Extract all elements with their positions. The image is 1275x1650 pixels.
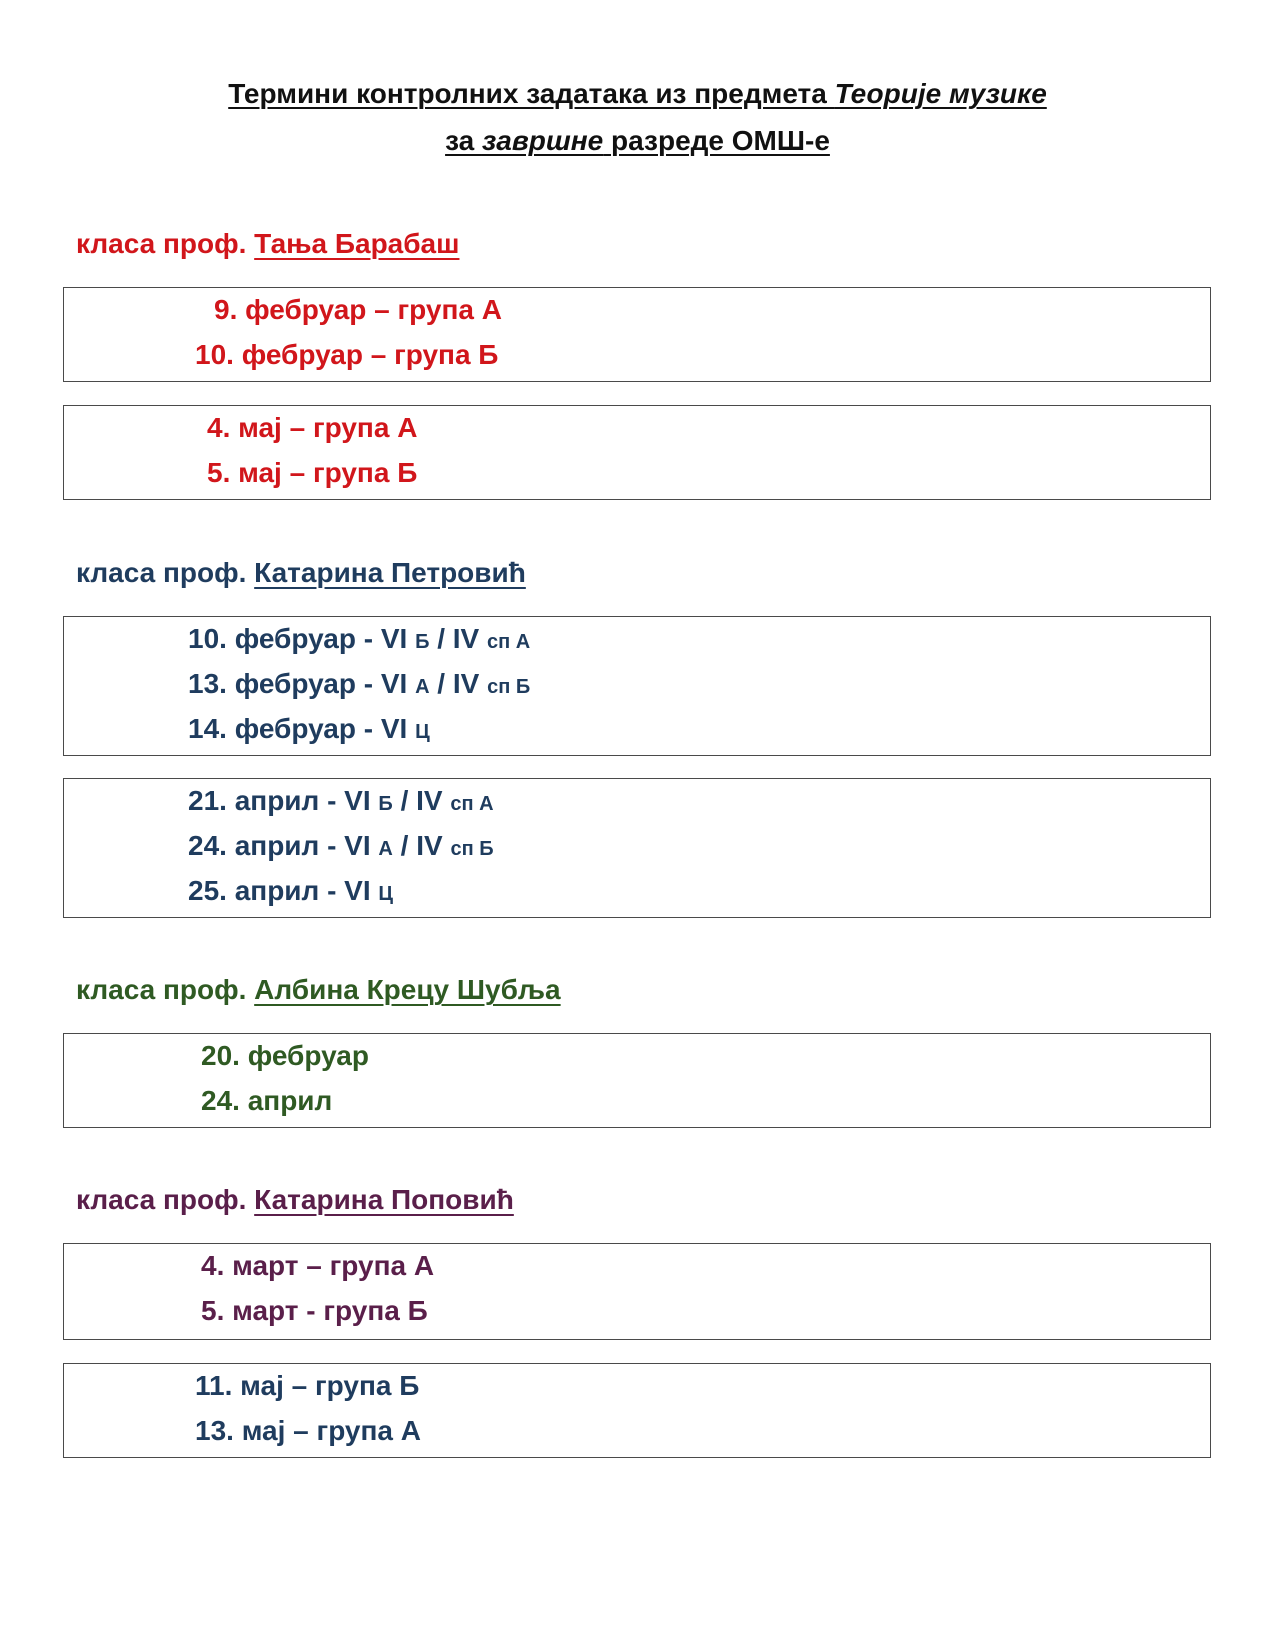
title-text: разреде ОМШ-е [603,125,830,156]
schedule-entry: 9. фебруар – група А [214,294,502,325]
schedule-entry: 24. април - VI А / IV сп Б [188,830,494,861]
professor-name: Тања Барабаш [254,228,460,259]
schedule-entry: 21. април - VI Б / IV сп А [188,785,494,816]
schedule-box-barabas-1 [63,287,1211,382]
schedule-entry: 14. фебруар - VI Ц [188,713,430,744]
schedule-entry: 5. мај – група Б [207,457,418,488]
schedule-entry: 4. мај – група А [207,412,418,443]
schedule-entry: 20. фебруар [201,1040,369,1071]
schedule-entry: 10. фебруар – група Б [195,339,499,370]
professor-name: Катарина Петровић [254,557,526,588]
title-text: Термини контролних задатака из предмета [228,78,835,109]
section-heading-petrovic [76,557,526,589]
schedule-entry: 25. април - VI Ц [188,875,394,906]
schedule-entry: 24. април [201,1085,333,1116]
schedule-box-petrovic-1 [63,616,1211,756]
heading-prefix: класа проф. [76,974,255,1005]
section-heading-shublja [76,974,561,1006]
title-text: за [445,125,482,156]
document-title-line-2 [0,125,1275,157]
schedule-box-barabas-2 [63,405,1211,500]
schedule-entry: 11. мај – група Б [195,1370,420,1401]
schedule-box-shublja-1 [63,1033,1211,1128]
schedule-entry: 13. мај – група А [195,1415,421,1446]
schedule-entry: 5. март - група Б [201,1295,428,1326]
professor-name: Катарина Поповић [254,1184,514,1215]
schedule-box-petrovic-2 [63,778,1211,918]
section-heading-barabas [76,228,459,260]
subject-name: Теорије музике [834,78,1047,109]
schedule-box-popovic-2 [63,1363,1211,1458]
schedule-box-popovic-1 [63,1243,1211,1340]
schedule-entry: 13. фебруар - VI А / IV сп Б [188,668,531,699]
schedule-entry: 10. фебруар - VI Б / IV сп А [188,623,531,654]
grade-qualifier: завршне [481,125,604,156]
document-title-line-1 [0,78,1275,110]
section-heading-popovic [76,1184,514,1216]
heading-prefix: класа проф. [76,557,255,588]
heading-prefix: класа проф. [76,228,255,259]
heading-prefix: класа проф. [76,1184,255,1215]
professor-name: Албина Крецу Шубља [254,974,561,1005]
schedule-entry: 4. март – група А [201,1250,435,1281]
